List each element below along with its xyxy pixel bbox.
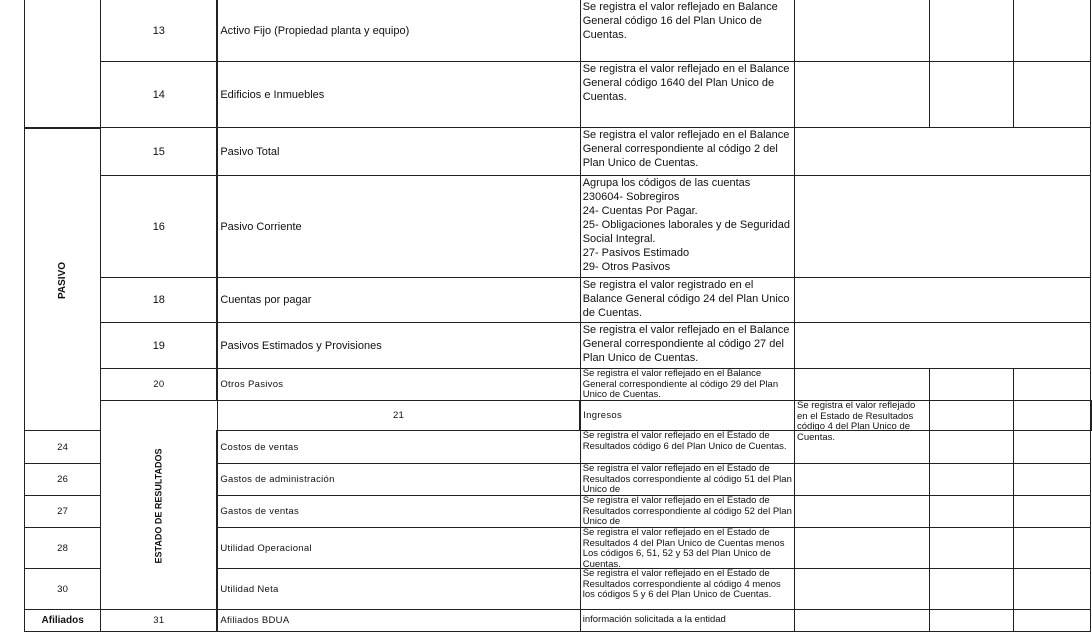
empty-cell (1013, 431, 1090, 464)
row-name: Gastos de administración (217, 464, 580, 496)
row-description (580, 569, 794, 610)
row-description: Se registra el valor registrado en el Balance General código 24 del Plan Unico de Cuentas. (580, 278, 794, 323)
empty-cell (930, 401, 1013, 431)
empty-cell (1013, 496, 1090, 528)
row-description (580, 496, 794, 528)
empty-cell (930, 528, 1013, 569)
empty-cell (795, 369, 930, 401)
row-description (580, 369, 794, 401)
row-name: Cuentas por pagar (217, 278, 580, 323)
empty-cell (795, 176, 1091, 278)
row-description-text: Se registra el valor reflejado en el Estado de Resultados correspondiente al código 4 menos los códigos 5 y 6 del Plan Unico de Cuentas. (582, 568, 781, 600)
empty-cell (930, 369, 1013, 401)
table-row (25, 0, 1092, 62)
row-description-text: Se registra el valor reflejado en el Estado de Resultados código 6 del Plan Unico de Cuentas. (582, 430, 787, 452)
row-description: información solicitada a la entidad (580, 610, 794, 632)
row-code: 27 (25, 496, 101, 528)
row-description: Se registra el valor reflejado en el Balance General código 1640 del Plan Unico de Cuentas. (580, 62, 794, 128)
empty-cell (795, 464, 930, 496)
table-row (25, 401, 1092, 431)
row-code: 14 (101, 62, 218, 128)
table-row (25, 278, 1092, 323)
row-code: 15 (101, 128, 218, 176)
empty-cell (1091, 401, 1092, 431)
row-code: 20 (101, 369, 218, 401)
section-title: ESTADO DE RESULTADOS (153, 448, 164, 564)
pasivo-section-label (25, 128, 101, 431)
row-name: Activo Fijo (Propiedad planta y equipo) (217, 0, 580, 62)
row-code: 30 (25, 569, 101, 610)
indicator-table (24, 0, 1092, 632)
empty-cell (1013, 369, 1090, 401)
row-name: Edificios e Inmuebles (217, 62, 580, 128)
row-name: Pasivo Corriente (217, 176, 580, 278)
row-code: 24 (25, 431, 101, 464)
empty-cell (795, 62, 930, 128)
row-code: 21 (217, 401, 580, 431)
empty-cell (795, 0, 930, 62)
row-description: Se registra el valor reflejado en Balance General código 16 del Plan Unico de Cuentas. (580, 0, 794, 62)
empty-cell (1013, 401, 1090, 431)
empty-cell (795, 128, 1091, 176)
row-description (580, 464, 794, 496)
empty-cell (795, 528, 930, 569)
estado-section-label (101, 401, 218, 610)
row-code: 26 (25, 464, 101, 496)
empty-cell (930, 496, 1013, 528)
section-title: PASIVO (57, 262, 69, 300)
row-description (580, 431, 794, 464)
table-row (25, 128, 1092, 176)
row-description-text: Se registra el valor reflejado en el Estado de Resultados correspondiente al código 52 del Plan Unico de (582, 495, 792, 527)
empty-cell (795, 496, 930, 528)
empty-cell (1013, 464, 1090, 496)
table-row (25, 62, 1092, 128)
row-description (580, 528, 794, 569)
row-name: Afiliados BDUA (217, 610, 580, 632)
empty-cell (1013, 528, 1090, 569)
row-description-text: Se registra el valor reflejado en el Balance General correspondiente al código 29 del Plan Unico de Cuentas. (582, 368, 779, 400)
empty-cell (930, 610, 1013, 632)
row-description-text: Se registra el valor reflejado en el Estado de Resultados código 4 del Plan Unico de Cuentas. (797, 400, 916, 443)
empty-cell (795, 569, 930, 610)
table-row (25, 610, 1092, 632)
empty-cell (1013, 610, 1090, 632)
row-code: 13 (101, 0, 218, 62)
row-name: Utilidad Operacional (217, 528, 580, 569)
empty-cell (795, 278, 1091, 323)
afiliados-section-label: Afiliados (25, 610, 101, 632)
empty-cell (930, 569, 1013, 610)
row-description: Agrupa los códigos de las cuentas 230604- Sobregiros 24- Cuentas Por Pagar. 25- Obligaciones laborales y de Seguridad Social Integral. 27- Pasivos Estimado 29- Otros Pasivos (580, 176, 794, 278)
row-name: Costos de ventas (217, 431, 580, 464)
row-code: 31 (101, 610, 218, 632)
row-description-text: Se registra el valor reflejado en el Estado de Resultados 4 del Plan Unico de Cuentas menos Los códigos 6, 51, 52 y 53 del Plan Unico de Cuentas. (582, 527, 785, 570)
row-name: Gastos de ventas (217, 496, 580, 528)
empty-cell (1013, 0, 1090, 62)
row-name: Utilidad Neta (217, 569, 580, 610)
row-description: Se registra el valor reflejado en el Balance General correspondiente al código 27 del Plan Unico de Cuentas. (580, 323, 794, 369)
table-row (25, 323, 1092, 369)
row-code: 28 (25, 528, 101, 569)
row-code: 19 (101, 323, 218, 369)
row-description-text: Se registra el valor reflejado en el Estado de Resultados correspondiente al código 51 del Plan Unico de (582, 463, 792, 495)
row-description: Se registra el valor reflejado en el Balance General correspondiente al código 2 del Plan Unico de Cuentas. (580, 128, 794, 176)
table-row (25, 176, 1092, 278)
row-name: Otros Pasivos (217, 369, 580, 401)
table-row (25, 369, 1092, 401)
empty-cell (1013, 569, 1090, 610)
empty-cell (1013, 62, 1090, 128)
empty-cell (930, 431, 1013, 464)
row-description (795, 400, 930, 443)
empty-cell (930, 464, 1013, 496)
empty-cell (930, 62, 1013, 128)
row-name: Ingresos (580, 401, 794, 431)
row-code: 16 (101, 176, 218, 278)
row-name: Pasivo Total (217, 128, 580, 176)
empty-cell (795, 610, 930, 632)
activo-section-cell (25, 0, 101, 128)
row-code: 18 (101, 278, 218, 323)
row-name: Pasivos Estimados y Provisiones (217, 323, 580, 369)
empty-cell (795, 323, 1091, 369)
empty-cell (930, 0, 1013, 62)
